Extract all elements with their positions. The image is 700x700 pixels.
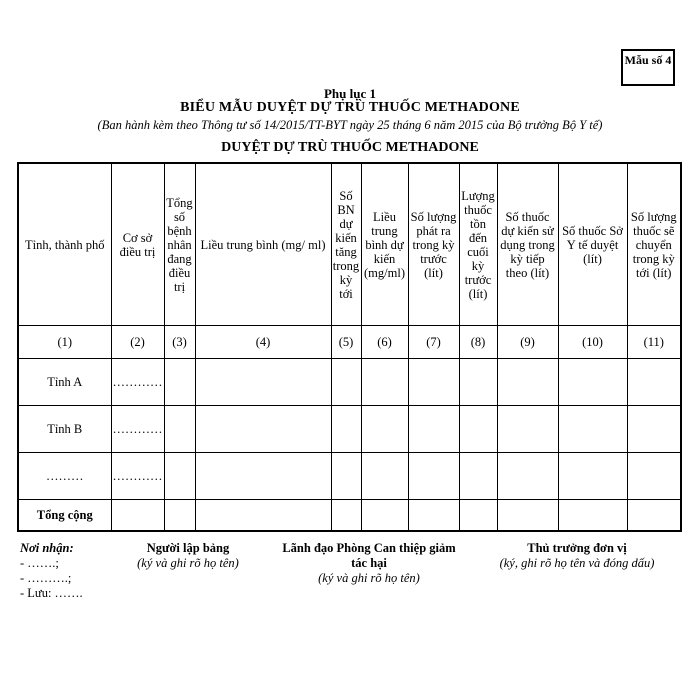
- facility-cell: …………: [111, 453, 164, 500]
- leader-block: [262, 541, 476, 586]
- leader-title-line2: tác hại: [351, 556, 387, 570]
- empty-cell: [361, 500, 408, 532]
- empty-cell: [408, 500, 459, 532]
- col-header-approved: Số thuốc Sở Y tế duyệt (lít): [558, 163, 627, 326]
- column-number-row: [18, 326, 681, 359]
- empty-cell: [459, 406, 497, 453]
- col-number: (1): [18, 326, 111, 359]
- col-number: (8): [459, 326, 497, 359]
- table-row: [18, 359, 681, 406]
- col-header-expected-new-patients: Số BN dự kiến tăng trong kỳ tới: [331, 163, 361, 326]
- empty-cell: [459, 453, 497, 500]
- table-row: [18, 406, 681, 453]
- col-header-to-transfer: Số lượng thuốc sẽ chuyển trong kỳ tới (lít): [627, 163, 681, 326]
- empty-cell: [361, 453, 408, 500]
- preparer-note: (ký và ghi rõ họ tên): [137, 556, 239, 570]
- leader-note: (ký và ghi rõ họ tên): [318, 571, 420, 585]
- empty-cell: [558, 406, 627, 453]
- empty-cell: [497, 406, 558, 453]
- empty-cell: [361, 406, 408, 453]
- empty-cell: [627, 359, 681, 406]
- head-block: [478, 541, 676, 571]
- empty-cell: [195, 453, 331, 500]
- col-number: (10): [558, 326, 627, 359]
- col-header-total-patients: Tổng số bệnh nhân đang điều trị: [164, 163, 195, 326]
- head-title: Thủ trưởng đơn vị: [527, 541, 627, 555]
- col-header-province: Tỉnh, thành phố: [18, 163, 111, 326]
- empty-cell: [164, 500, 195, 532]
- empty-cell: [331, 359, 361, 406]
- empty-cell: [558, 500, 627, 532]
- approval-table: [17, 162, 682, 532]
- document-title: BIỂU MẪU DUYỆT DỰ TRÙ THUỐC METHADONE: [180, 100, 520, 115]
- col-number: (7): [408, 326, 459, 359]
- empty-cell: [459, 500, 497, 532]
- col-header-facility: Cơ sở điều trị: [111, 163, 164, 326]
- total-label: Tổng cộng: [18, 500, 111, 532]
- recipient-item: - ……….;: [20, 571, 72, 585]
- col-number: (5): [331, 326, 361, 359]
- empty-cell: [558, 453, 627, 500]
- col-number: (3): [164, 326, 195, 359]
- empty-cell: [331, 453, 361, 500]
- empty-cell: [627, 500, 681, 532]
- empty-cell: [408, 406, 459, 453]
- facility-cell: …………: [111, 406, 164, 453]
- empty-cell: [627, 406, 681, 453]
- empty-cell: [408, 359, 459, 406]
- leader-title-line1: Lãnh đạo Phòng Can thiệp giảm: [282, 541, 456, 555]
- preparer-block: [118, 541, 258, 571]
- empty-cell: [408, 453, 459, 500]
- appendix-label: Phụ lục 1: [323, 86, 376, 101]
- empty-cell: [195, 359, 331, 406]
- empty-cell: [195, 406, 331, 453]
- empty-cell: [331, 500, 361, 532]
- empty-cell: [164, 359, 195, 406]
- province-cell: Tỉnh B: [18, 406, 111, 453]
- col-header-issued-previous: Số lượng phát ra trong kỳ trước (lít): [408, 163, 459, 326]
- empty-cell: [164, 453, 195, 500]
- empty-cell: [331, 406, 361, 453]
- col-number: (6): [361, 326, 408, 359]
- empty-cell: [459, 359, 497, 406]
- col-header-avg-dose: Liều trung bình (mg/ ml): [195, 163, 331, 326]
- col-header-expected-use: Số thuốc dự kiến sử dụng trong kỳ tiếp theo (lít): [497, 163, 558, 326]
- col-header-expected-avg-dose: Liều trung bình dự kiến (mg/ml): [361, 163, 408, 326]
- total-row: [18, 500, 681, 532]
- empty-cell: [164, 406, 195, 453]
- header-row: [18, 163, 681, 326]
- form-number-box: [621, 49, 675, 86]
- empty-cell: [497, 359, 558, 406]
- recipient-item: - Lưu: …….: [20, 586, 83, 600]
- table-title: DUYỆT DỰ TRÙ THUỐC METHADONE: [221, 140, 479, 155]
- empty-cell: [627, 453, 681, 500]
- form-number: Mẫu số 4: [624, 53, 672, 67]
- empty-cell: [497, 500, 558, 532]
- col-number: (9): [497, 326, 558, 359]
- province-cell: Tỉnh A: [18, 359, 111, 406]
- preparer-title: Người lập bảng: [146, 541, 230, 555]
- col-number: (2): [111, 326, 164, 359]
- col-header-remaining-stock: Lượng thuốc tồn đến cuối kỳ trước (lít): [459, 163, 497, 326]
- empty-cell: [497, 453, 558, 500]
- recipients-label: Nơi nhận:: [20, 541, 74, 555]
- head-note: (ký, ghi rõ họ tên và đóng dấu): [499, 556, 655, 570]
- empty-cell: [361, 359, 408, 406]
- document-subtitle: (Ban hành kèm theo Thông tư số 14/2015/TT-BYT ngày 25 tháng 6 năm 2015 của Bộ trưởng Bộ Y tế): [97, 118, 603, 132]
- empty-cell: [558, 359, 627, 406]
- facility-cell: …………: [111, 359, 164, 406]
- col-number: (11): [627, 326, 681, 359]
- recipients-block: [20, 541, 83, 601]
- province-cell: ………: [18, 453, 111, 500]
- recipient-item: - …….;: [20, 556, 59, 570]
- empty-cell: [195, 500, 331, 532]
- empty-cell: [111, 500, 164, 532]
- col-number: (4): [195, 326, 331, 359]
- table-row: [18, 453, 681, 500]
